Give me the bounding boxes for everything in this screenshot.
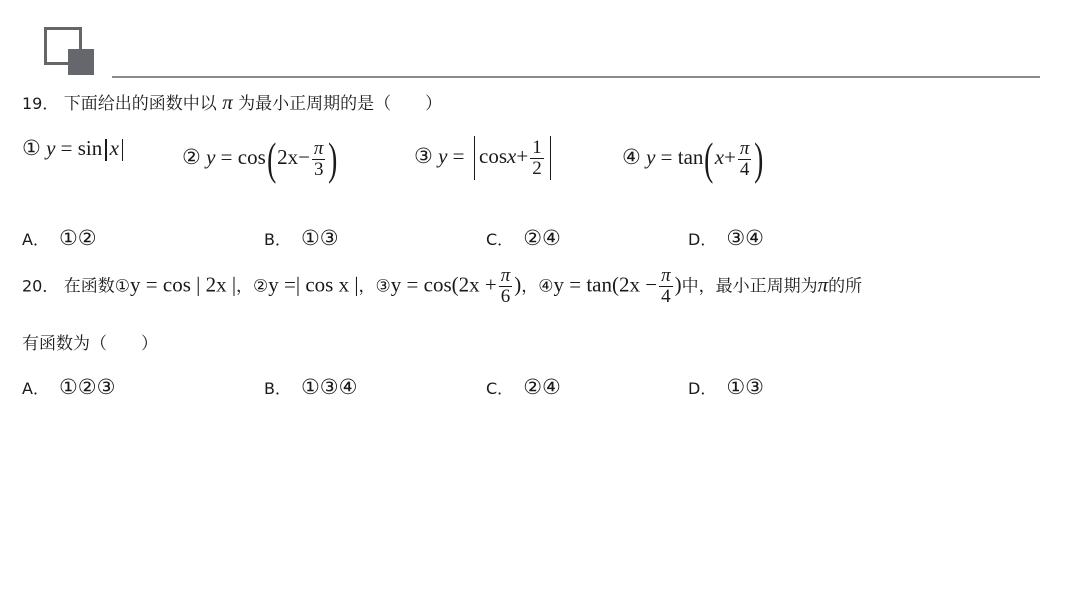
q20-option-a[interactable]: A． ①②③ <box>22 375 116 399</box>
q19-stem: 19． 下面给出的函数中以 π 为最小正周期的是（ ） <box>22 90 443 114</box>
q20-option-d[interactable]: D． ①③ <box>688 375 764 399</box>
q19-option-b[interactable]: B． ①③ <box>264 226 339 250</box>
q20-option-c[interactable]: C． ②④ <box>486 375 561 399</box>
slide-logo <box>44 27 96 77</box>
q20-option-b[interactable]: B． ①③④ <box>264 375 358 399</box>
q19-item-2: ② y = cos(2x− $\frac{\pi}{3}$ ) <box>182 133 338 184</box>
header-rule <box>112 76 1040 78</box>
q19-item-4: ④ y = tan(x+ $\frac{\pi}{4}$ ) <box>622 133 764 184</box>
q19-option-a[interactable]: A． ①② <box>22 226 97 250</box>
q19-number: 19． <box>22 94 59 113</box>
logo-filled-square <box>68 49 94 75</box>
q19-item-1: ① y = sin x <box>22 136 126 161</box>
q19-item-3: ③ y = cosx+ $\frac{1}{2}$ <box>414 136 555 180</box>
q20-stem: 20． 在函数①y = cos | 2x |，②y =| cos x |，③y = cos(2x + $\frac{\pi}{6}$ )，④y = tan(2x − $\frac{\pi}{4}$ )中，最小正周期为π的所 <box>22 265 863 307</box>
q19-option-d[interactable]: D． ③④ <box>688 226 764 250</box>
q20-number: 20． <box>22 276 59 296</box>
q19-option-c[interactable]: C． ②④ <box>486 226 561 250</box>
q20-stem-line2: 有函数为（ ） <box>22 334 158 354</box>
